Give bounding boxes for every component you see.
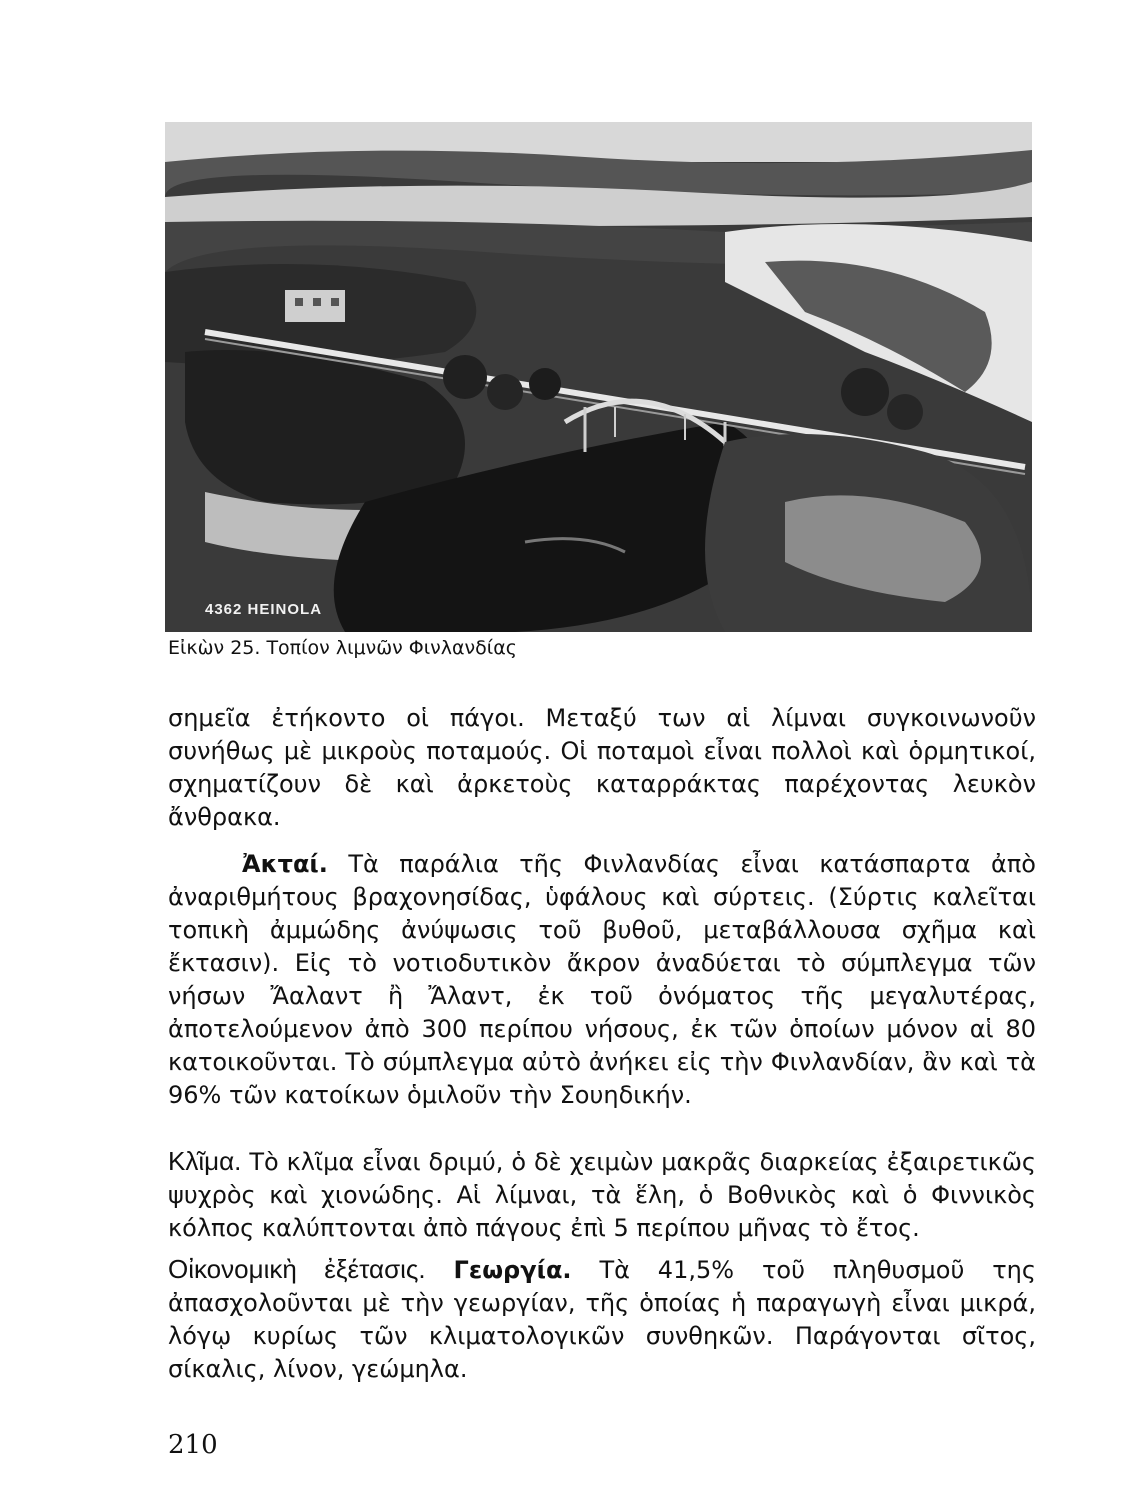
paragraph-lakes-text: σημεῖα ἐτήκοντο οἱ πάγοι. Μεταξύ των αἱ λίμναι συγκοινωνοῦν συνήθως μὲ μικροὺς ποταμούς. Οἱ ποταμοὶ εἶναι πολλοὶ καὶ ὁρμητικοί, σχηματίζουν δὲ καὶ ἀρκετοὺς καταρράκτας παρέχοντας λευκὸν ἄνθρακα. xyxy=(168,704,1036,831)
section-heading-economy: Οἰκονομικὴ ἐξέτασις. xyxy=(168,1254,426,1284)
figure-caption: Εἰκὼν 25. Τοπίον λιμνῶν Φινλανδίας xyxy=(168,637,517,659)
paragraph-economy xyxy=(168,1253,1036,1386)
paragraph-coasts-text: Τὰ παράλια τῆς Φινλανδίας εἶναι κατάσπαρτα ἀπὸ ἀναριθμήτους βραχονησίδας, ὑφάλους καὶ σύρτεις. (Σύρτις καλεῖται τοπικὴ ἀμμώδης ἀνύψωσις τοῦ βυθοῦ, μεταβάλλουσα σχῆμα καὶ ἔκτασιν). Εἰς τὸ νοτιοδυτικὸν ἄκρον ἀναδύεται τὸ σύμπλεγμα τῶν νήσων Ἄαλαντ ἢ Ἄλαντ, ἐκ τοῦ ὀνόματος τῆς μεγαλυτέρας, ἀποτελούμενον ἀπὸ 300 περίπου νήσους, ἐκ τῶν ὁποίων μόνον αἱ 80 κατοικοῦνται. Τὸ σύμπλεγμα αὐτὸ ἀνήκει εἰς τὴν Φινλανδίαν, ἂν καὶ τὰ 96% τῶν κατοίκων ὁμιλοῦν τὴν Σουηδικήν. xyxy=(168,850,1036,1109)
paragraph-climate xyxy=(168,1145,1036,1245)
section-heading-agriculture: Γεωργία. xyxy=(453,1256,572,1284)
section-heading-coasts: Ἀκταί. xyxy=(242,850,328,878)
page-number: 210 xyxy=(168,1430,218,1460)
section-heading-climate: Κλῖμα. xyxy=(168,1146,242,1176)
photo-label: 4362 HEINOLA xyxy=(205,601,323,618)
landscape-illustration xyxy=(165,122,1032,632)
paragraph-economy-text: Τὰ 41,5% τοῦ πληθυσμοῦ της ἀπασχολοῦνται μὲ τὴν γεωργίαν, τῆς ὁποίας ἡ παραγωγὴ εἶναι μικρά, λόγῳ κυρίως τῶν κλιματολογικῶν συνθηκῶν. Παράγονται σῖτος, σίκαλις, λίνον, γεώμηλα. xyxy=(168,1256,1036,1383)
paragraph-coasts xyxy=(168,848,1036,1112)
finland-lakes-photo xyxy=(165,122,1032,632)
paragraph-climate-text: Τὸ κλῖμα εἶναι δριμύ, ὁ δὲ χειμὼν μακρᾶς διαρκείας ἐξαιρετικῶς ψυχρὸς καὶ χιονώδης. Αἱ λίμναι, τὰ ἕλη, ὁ Βοθνικὸς καὶ ὁ Φιννικὸς κόλπος καλύπτονται ἀπὸ πάγους ἐπὶ 5 περίπου μῆνας τὸ ἔτος. xyxy=(168,1148,1036,1242)
paragraph-lakes xyxy=(168,702,1036,834)
